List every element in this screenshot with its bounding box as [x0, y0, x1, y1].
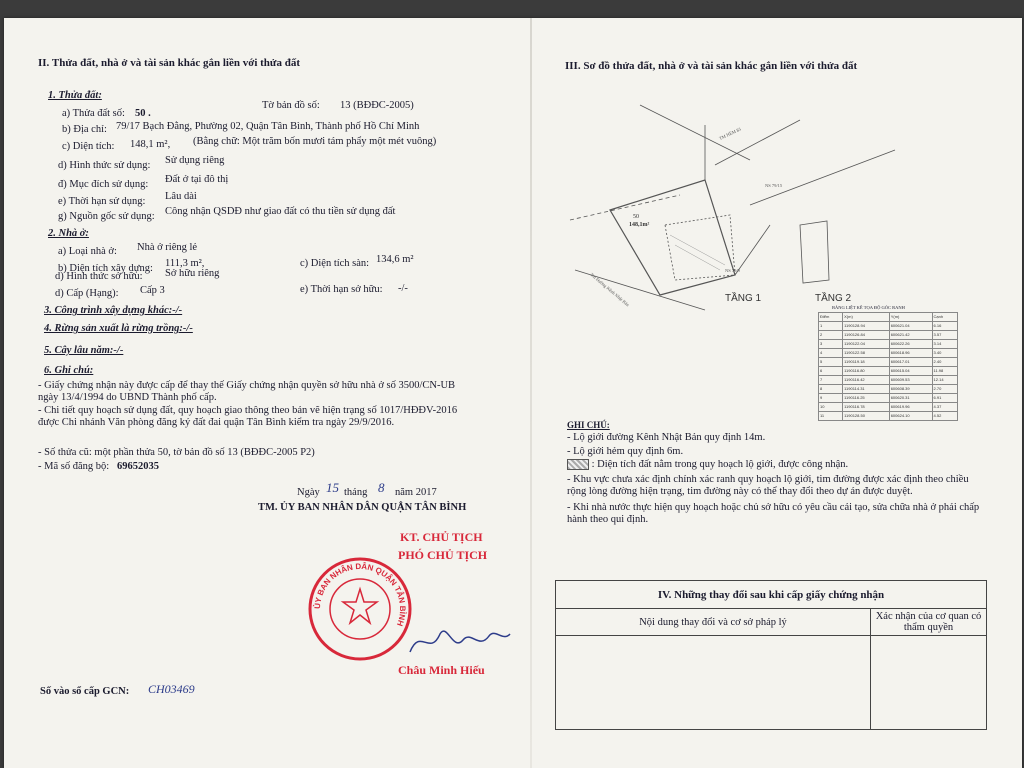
ownership-label: d) Hình thức sở hữu: — [55, 271, 143, 282]
coord-cell: 6 — [819, 367, 843, 376]
changes-title: IV. Những thay đổi sau khi cấp giấy chứng nhận — [556, 581, 987, 609]
floor-1-label: TẦNG 1 — [725, 293, 762, 304]
right-section-title: III. Sơ đồ thửa đất, nhà ở và tài sản khác gắn liền với thửa đất — [565, 60, 858, 72]
page-fold — [530, 18, 532, 768]
parcel-value: 50 . — [135, 108, 151, 119]
map-note-alley: - Lộ giới hẻm quy định 6m. — [567, 446, 684, 457]
seal-star-icon — [343, 589, 377, 623]
signature-icon — [405, 622, 515, 662]
note-replacement: - Giấy chứng nhận này được cấp để thay thế Giấy chứng nhận quyền sở hữu nhà ở số 3500/CN-UB ngày 13/4/1994 do UBND Thành phố cấp. — [38, 380, 456, 403]
coord-cell: 1190122.58 — [843, 349, 890, 358]
coord-cell: Điểm — [819, 313, 843, 322]
coord-cell: 1190116.25 — [843, 394, 890, 403]
coord-cell: 600617.01 — [889, 358, 932, 367]
map-parcel-number: 50 — [633, 214, 639, 220]
sign-title-1: KT. CHỦ TỊCH — [400, 530, 483, 544]
sign-title-2: PHÓ CHỦ TỊCH — [398, 548, 488, 562]
map-note-hatch — [567, 459, 848, 471]
date-prefix: Ngày — [297, 487, 320, 498]
use-form-label: d) Hình thức sử dụng: — [58, 160, 151, 171]
coord-cell: 4.37 — [932, 403, 957, 412]
term-value: Lâu dài — [165, 191, 197, 202]
date-year: năm 2017 — [395, 487, 437, 498]
ownership-value: Sở hữu riêng — [165, 268, 220, 279]
house-type-value: Nhà ở riêng lẻ — [137, 242, 198, 253]
coord-cell: 2 — [819, 331, 843, 340]
coord-cell: 1190126.84 — [843, 331, 890, 340]
coord-cell: 4.52 — [932, 412, 957, 421]
address-value: 79/17 Bạch Đằng, Phường 02, Quận Tân Bình, Thành phố Hồ Chí Minh — [116, 121, 420, 132]
coord-row — [819, 403, 958, 412]
coord-cell: 7 — [819, 376, 843, 385]
coord-cell: 1 — [819, 322, 843, 331]
coord-cell: 600608.39 — [889, 385, 932, 394]
map-note-uncertain: - Khu vực chưa xác định chính xác ranh quy hoạch lộ giới, tim đường được xác định theo chiều rộng lòng đường hiện trạng, tim đường này có thể thay đổi theo dự án được duyệt. — [567, 474, 969, 497]
grade-label: d) Cấp (Hạng): — [55, 288, 119, 299]
date-month: 8 — [378, 480, 385, 495]
note-reg-code-label: - Mã số đăng bộ: — [38, 461, 110, 472]
left-section-title: II. Thửa đất, nhà ở và tài sản khác gắn liền với thửa đất — [38, 57, 301, 69]
gcn-reg-label: Số vào sổ cấp GCN: — [40, 686, 130, 697]
coord-cell: 1190116.42 — [843, 376, 890, 385]
changes-empty-cell — [871, 636, 987, 730]
coord-row — [819, 331, 958, 340]
map-note-road: - Lộ giới đường Kênh Nhật Bản quy định 14m. — [567, 432, 766, 443]
coord-cell: Cạnh — [932, 313, 957, 322]
coord-table-title: BẢNG LIỆT KÊ TỌA ĐỘ GÓC RANH — [832, 305, 905, 310]
coord-cell: 600618.96 — [889, 349, 932, 358]
coord-row — [819, 349, 958, 358]
origin-label: g) Nguồn gốc sử dụng: — [58, 211, 155, 222]
coord-row — [819, 358, 958, 367]
coord-row — [819, 340, 958, 349]
other-works-heading: 3. Công trình xây dựng khác:-/- — [44, 305, 183, 316]
coord-cell: 1190114.31 — [843, 385, 890, 394]
area-label: c) Diện tích: — [62, 141, 115, 152]
seal-text: ỦY BAN NHÂN DÂN QUẬN TÂN BÌNH — [312, 561, 408, 628]
coord-cell: 1190116.78 — [843, 403, 890, 412]
date-month-label: tháng — [344, 487, 368, 498]
official-seal — [306, 555, 414, 663]
grade-value: Cấp 3 — [140, 285, 165, 296]
coord-row — [819, 394, 958, 403]
coord-row — [819, 367, 958, 376]
map-notes-title: GHI CHÚ: — [567, 420, 610, 430]
changes-table — [555, 580, 987, 730]
coord-cell: 1190128.50 — [843, 412, 890, 421]
changes-col-confirm: Xác nhận của cơ quan có thẩm quyền — [871, 609, 987, 636]
address-label: b) Địa chỉ: — [62, 124, 107, 135]
authority: TM. ỦY BAN NHÂN DÂN QUẬN TÂN BÌNH — [258, 502, 467, 513]
coord-cell: 3.57 — [932, 331, 957, 340]
area-words: (Bằng chữ: Một trăm bốn mươi tám phẩy một mét vuông) — [193, 136, 437, 147]
map-parcel-area: 148,1m² — [629, 222, 650, 228]
map-sheet-label: Tờ bản đồ số: — [262, 100, 320, 111]
coord-cell: 6.16 — [932, 322, 957, 331]
changes-empty-cell — [556, 636, 871, 730]
coord-header-row — [819, 313, 958, 322]
coord-cell: Y(m) — [889, 313, 932, 322]
use-form-value: Sử dụng riêng — [165, 155, 225, 166]
area-value: 148,1 m², — [130, 139, 171, 150]
coord-cell: 600609.53 — [889, 376, 932, 385]
coord-cell: 2.40 — [932, 358, 957, 367]
coord-cell: 8 — [819, 385, 843, 394]
coord-cell: 12.14 — [932, 376, 957, 385]
note-reg-code-value: 69652035 — [117, 461, 159, 472]
parcel-label: a) Thửa đất số: — [62, 108, 125, 119]
floor-area-value: 134,6 m² — [376, 254, 414, 265]
notes-heading: 6. Ghi chú: — [44, 365, 94, 376]
perennial-heading: 5. Cây lâu năm:-/- — [44, 345, 124, 356]
built-area-value: 111,3 m², — [165, 258, 205, 269]
coord-cell: 5 — [819, 358, 843, 367]
coord-cell: 600619.96 — [889, 403, 932, 412]
changes-col-content: Nội dung thay đổi và cơ sở pháp lý — [556, 609, 871, 636]
house-heading: 2. Nhà ở: — [48, 228, 89, 239]
forest-heading: 4. Rừng sản xuất là rừng trồng:-/- — [44, 323, 193, 334]
map-street-1: Tm Đường Kênh Nhật Bản — [589, 271, 631, 308]
coord-cell: 600622.26 — [889, 340, 932, 349]
coord-cell: 600615.04 — [889, 367, 932, 376]
floor-2-label: TẦNG 2 — [815, 293, 852, 304]
gcn-reg-value: CH03469 — [148, 682, 195, 696]
coord-cell: 11 — [819, 412, 843, 421]
built-area-label: b) Diện tích xây dựng: — [58, 263, 153, 274]
coord-cell: 2.70 — [932, 385, 957, 394]
coord-cell: 3.14 — [932, 340, 957, 349]
coord-row — [819, 376, 958, 385]
coord-cell: 600620.31 — [889, 394, 932, 403]
coord-cell: 1190119.18 — [843, 358, 890, 367]
signer-name: Châu Minh Hiếu — [398, 663, 485, 677]
coord-cell: 11.98 — [932, 367, 957, 376]
map-sheet-value: 13 (BĐĐC-2005) — [340, 100, 414, 111]
purpose-value: Đất ở tại đô thị — [165, 174, 229, 185]
coord-cell: 4 — [819, 349, 843, 358]
land-heading: 1. Thửa đất: — [48, 90, 102, 101]
map-note-hatch-text: : Diện tích đất nằm trong quy hoạch lộ giới, được công nhận. — [591, 459, 849, 470]
coord-cell: 3.40 — [932, 349, 957, 358]
coord-cell: 1190128.94 — [843, 322, 890, 331]
coord-cell: 1190122.04 — [843, 340, 890, 349]
coord-table — [818, 312, 958, 421]
own-term-label: e) Thời hạn sở hữu: — [300, 284, 383, 295]
purpose-label: đ) Mục đích sử dụng: — [58, 179, 149, 190]
coord-cell: 600624.10 — [889, 412, 932, 421]
coord-cell: 600621.04 — [889, 322, 932, 331]
hatch-legend-icon — [567, 459, 589, 470]
note-old-parcel: - Số thửa cũ: một phần thửa 50, tờ bản đồ số 13 (BĐĐC-2005 P2) — [38, 447, 315, 458]
house-type-label: a) Loại nhà ở: — [58, 246, 117, 257]
coord-cell: 1190116.80 — [843, 367, 890, 376]
map-no-2: NS 79/9 — [725, 268, 740, 273]
coord-row — [819, 322, 958, 331]
coord-cell: 10 — [819, 403, 843, 412]
own-term-value: -/- — [398, 283, 408, 294]
floor-area-label: c) Diện tích sàn: — [300, 258, 370, 269]
term-label: e) Thời hạn sử dụng: — [58, 196, 146, 207]
coord-cell: 6.91 — [932, 394, 957, 403]
coord-row — [819, 385, 958, 394]
map-street-2: TM HẺM 83 — [718, 126, 742, 141]
parcel-map — [565, 85, 965, 315]
coord-row — [819, 412, 958, 421]
map-note-renovation: - Khi nhà nước thực hiện quy hoạch hoặc chủ sở hữu có yêu cầu cải tạo, sửa chữa nhà ở phải chấp hành theo qui định. — [567, 502, 980, 525]
map-no-1: NS 79/15 — [765, 183, 783, 188]
coord-cell: 3 — [819, 340, 843, 349]
coord-cell: X(m) — [843, 313, 890, 322]
note-planning: - Chi tiết quy hoạch sử dụng đất, quy hoạch giao thông theo bản vẽ hiện trạng số 1017/HĐĐV-2016 được Chi nhánh Văn phòng đăng ký đất đai quận Tân Bình kiểm tra ngày 29/9/2016. — [38, 405, 458, 428]
origin-value: Công nhận QSDĐ như giao đất có thu tiền sử dụng đất — [165, 206, 396, 217]
coord-cell: 9 — [819, 394, 843, 403]
coord-cell: 600621.42 — [889, 331, 932, 340]
date-day: 15 — [326, 480, 339, 495]
